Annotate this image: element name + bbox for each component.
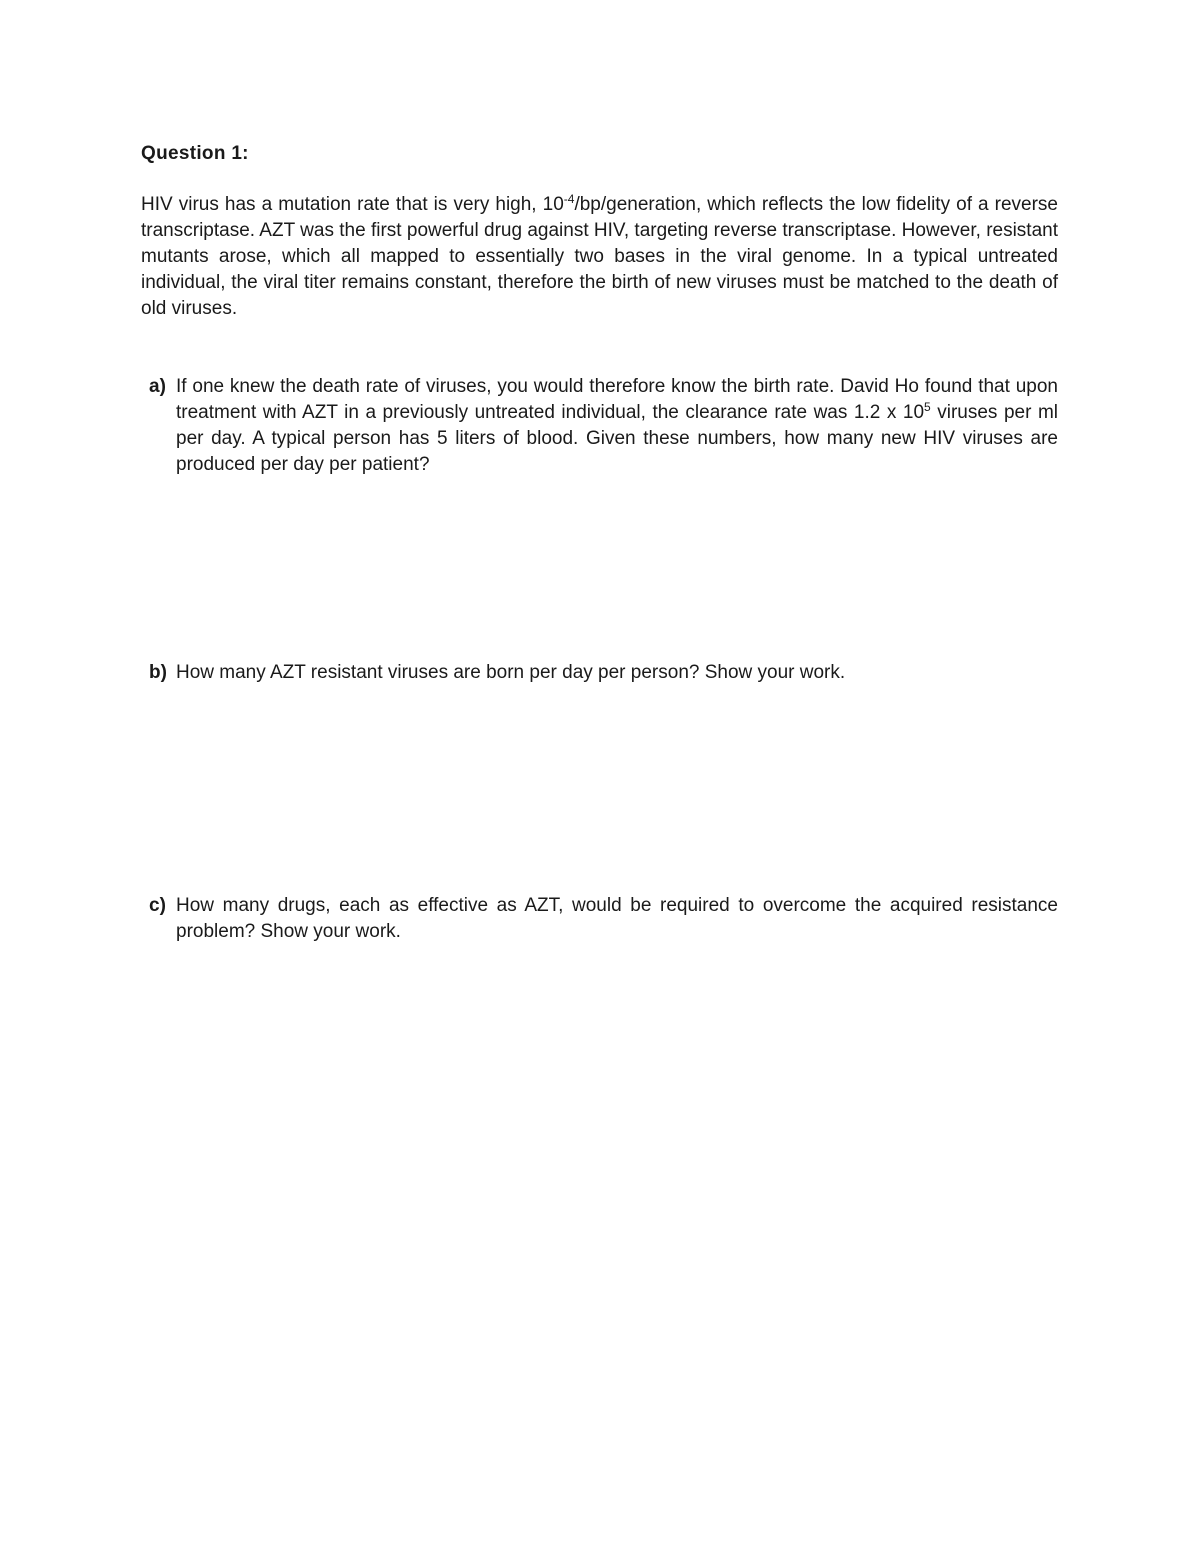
question-intro [141, 192, 1058, 322]
part-c [149, 893, 1058, 945]
mutation-rate-exponent: -4 [563, 192, 575, 206]
question-heading: Question 1: [141, 143, 249, 164]
part-a-label: a) [149, 376, 166, 397]
part-b-label: b) [149, 662, 167, 683]
part-a-text-end: viruses per ml per day. A typical person has 5 liters of blood. Given these numbers, how many new HIV viruses are produced per day per patient? [176, 402, 1058, 475]
part-a [149, 374, 1058, 478]
intro-text-start: HIV virus has a mutation rate that is very high, 10 [141, 194, 564, 215]
part-b [149, 660, 1058, 686]
part-b-text: How many AZT resistant viruses are born per day per person? Show your work. [176, 662, 846, 683]
intro-text-end: /bp/generation, which reflects the low fidelity of a reverse transcriptase. AZT was the first powerful drug against HIV, targeting reverse transcriptase. However, resistant mutants arose, which all mapped to essentially two bases in the viral genome. In a typical untreated individual, the viral titer remains constant, therefore the birth of new viruses must be matched to the death of old viruses. [141, 194, 1059, 319]
part-c-text: How many drugs, each as effective as AZT, would be required to overcome the acquired resistance problem? Show your work. [176, 895, 1058, 942]
clearance-rate-exponent: 5 [924, 400, 931, 414]
part-c-label: c) [149, 895, 166, 916]
part-a-text-start: If one knew the death rate of viruses, you would therefore know the birth rate. David Ho found that upon treatment with AZT in a previously untreated individual, the clearance rate was 1.2 x 10 [176, 376, 1058, 423]
part-a-text [176, 374, 1058, 478]
